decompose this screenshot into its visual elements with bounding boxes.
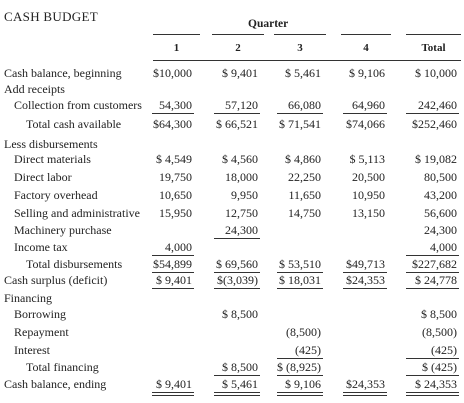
column-header-q3: 3 [297,42,303,54]
table-row [0,206,464,223]
column-header-q1: 1 [173,42,180,54]
value-cell: 9,950 [231,188,258,202]
value-cell: $ 5,113 [349,152,385,166]
row-label: Total financing [26,360,99,374]
value-cell: 10,950 [352,188,385,202]
value-cell: 19,750 [159,170,192,184]
value-cell: $(3,039) [217,273,258,287]
column-header-q2: 2 [235,42,241,54]
value-cell: $ 24,353 [415,377,457,391]
value-cell: 22,250 [288,170,321,184]
row-label: Total cash available [26,117,122,131]
value-cell: 56,600 [424,206,457,220]
header-rule-1 [153,34,200,35]
value-cell: $252,460 [412,117,457,131]
header-rule-4 [341,34,391,35]
value-cell: $ 71,541 [279,117,321,131]
value-cell: $ 24,778 [415,273,457,287]
underline [277,113,323,114]
header-bottom-rule [153,60,461,61]
double-underline [343,392,387,396]
row-label: Cash balance, ending [4,377,107,391]
row-label: Borrowing [14,307,66,321]
row-label: Repayment [14,325,69,339]
value-cell: $ (8,925) [277,360,321,374]
row-label: Factory overhead [14,188,98,202]
row-label: Cash balance, beginning [4,66,122,80]
value-cell: (8,500) [422,325,457,339]
underline [406,358,459,359]
double-underline [277,392,323,396]
table-row [0,170,464,187]
row-label: Financing [4,291,52,305]
header-rule-total [406,34,461,35]
underline [406,288,459,289]
value-cell: $ 9,106 [285,377,321,391]
underline [152,288,194,289]
value-cell: $ 5,461 [285,66,321,80]
table-row [0,291,464,308]
row-label: Selling and administrative [14,206,140,220]
value-cell: 20,500 [352,170,385,184]
underline [406,113,459,114]
value-cell: 57,120 [225,98,258,112]
value-cell: 66,080 [288,98,321,112]
underline [214,288,260,289]
row-label: Collection from customers [14,98,142,112]
value-cell: 80,500 [424,170,457,184]
table-row [0,82,464,99]
value-cell: 14,750 [288,206,321,220]
row-label: Direct materials [14,152,91,166]
table-row [0,343,464,360]
value-cell: 11,650 [288,188,321,202]
table-row [0,188,464,205]
value-cell: $227,682 [412,257,457,271]
underline [343,288,387,289]
value-cell: $64,300 [153,117,192,131]
value-cell: $ 8,500 [222,307,258,321]
value-cell: $ 9,106 [349,66,385,80]
row-label: Income tax [14,240,68,254]
column-header-total: Total [421,42,446,54]
row-label: Direct labor [14,170,72,184]
value-cell: 4,000 [165,240,192,254]
table-row [0,152,464,169]
value-cell: 10,650 [159,188,192,202]
header-rule-3 [274,34,326,35]
value-cell: 24,300 [225,223,258,237]
value-cell: $ 18,031 [279,273,321,287]
value-cell: $10,000 [153,66,192,80]
underline [277,288,323,289]
row-label: Total disbursements [26,257,123,271]
cash-budget-title: CASH BUDGET [4,9,98,24]
value-cell: $ 9,401 [222,66,258,80]
underline [214,238,260,239]
value-cell: $ (425) [422,360,457,374]
underline [152,113,194,114]
row-label: Machinery purchase [14,223,112,237]
value-cell: $ 4,549 [156,152,192,166]
value-cell: $ 19,082 [415,152,457,166]
value-cell: $ 53,510 [279,257,321,271]
table-row [0,240,464,257]
row-label: Cash surplus (deficit) [4,273,108,287]
underline [214,113,260,114]
value-cell: 24,300 [424,223,457,237]
value-cell: 64,960 [352,98,385,112]
value-cell: $ 10,000 [415,66,457,80]
value-cell: $24,353 [346,377,385,391]
double-underline [152,392,194,396]
column-header-q4: 4 [363,42,369,54]
value-cell: $ 8,500 [421,307,457,321]
value-cell: $ 5,461 [222,377,258,391]
value-cell: 12,750 [225,206,258,220]
value-cell: 18,000 [225,170,258,184]
value-cell: 13,150 [352,206,385,220]
value-cell: (425) [431,343,457,357]
value-cell: $24,353 [346,273,385,287]
value-cell: $49,713 [346,257,385,271]
value-cell: (8,500) [286,325,321,339]
underline [277,375,323,376]
row-label: Add receipts [4,82,65,96]
value-cell: $ 9,401 [156,273,192,287]
value-cell: $74,066 [346,117,385,131]
table-row [0,307,464,324]
value-cell: 15,950 [159,206,192,220]
underline [152,255,194,256]
value-cell: $ 4,560 [222,152,258,166]
value-cell: $54,899 [153,257,192,271]
double-underline [406,392,459,396]
value-cell: $ 8,500 [222,360,258,374]
value-cell: $ 9,401 [156,377,192,391]
value-cell: 54,300 [159,98,192,112]
double-underline [214,392,260,396]
underline [343,113,387,114]
underline [406,255,459,256]
underline [277,358,323,359]
table-row [0,117,464,134]
underline [406,375,459,376]
value-cell: 4,000 [430,240,457,254]
table-row [0,66,464,83]
row-label: Less disbursements [4,137,98,151]
value-cell: (425) [295,343,321,357]
value-cell: $ 4,860 [285,152,321,166]
value-cell: 242,460 [418,98,457,112]
value-cell: 43,200 [424,188,457,202]
quarter-label: Quarter [248,18,289,30]
table-row [0,325,464,342]
value-cell: $ 66,521 [216,117,258,131]
row-label: Interest [14,343,50,357]
underline [214,375,260,376]
value-cell: $ 69,560 [216,257,258,271]
header-rule-2 [212,34,264,35]
